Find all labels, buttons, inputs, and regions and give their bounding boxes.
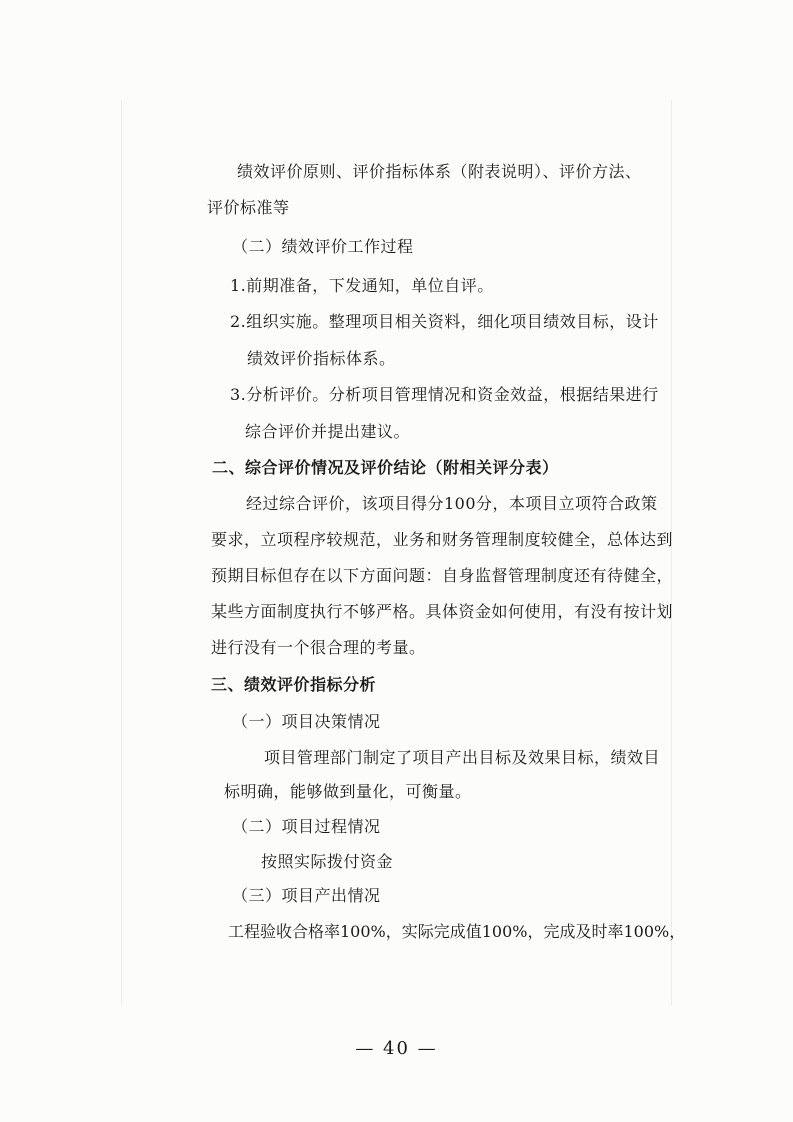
text-line: 标明确，能够做到量化，可衡量。: [224, 782, 472, 801]
text-line: 工程验收合格率100%，实际完成值100%，完成及时率100%，: [228, 922, 686, 941]
subsection-heading: （三）项目产出情况: [232, 886, 381, 905]
scan-edge-left: [121, 100, 122, 1005]
list-item: 1.前期准备，下发通知，单位自评。: [230, 276, 494, 295]
text-line: 绩效评价原则、评价指标体系（附表说明）、评价方法、: [237, 162, 642, 181]
text-line: 综合评价并提出建议。: [245, 422, 411, 441]
text-line: 要求，立项程序较规范，业务和财务管理制度较健全，总体达到: [211, 530, 674, 549]
text-line: 绩效评价指标体系。: [247, 349, 396, 368]
section-heading: 二、综合评价情况及评价结论（附相关评分表）: [212, 458, 559, 477]
list-item: 3.分析评价。分析项目管理情况和资金效益，根据结果进行: [230, 385, 659, 404]
text-line: 评价标准等: [207, 198, 290, 217]
text-line: 经过综合评价，该项目得分100分，本项目立项符合政策: [246, 494, 658, 513]
text-line: 按照实际拨付资金: [261, 852, 394, 871]
text-line: 项目管理部门制定了项目产出目标及效果目标，绩效目: [264, 748, 661, 767]
scan-edge-right: [671, 100, 672, 1005]
subsection-heading: （二）项目过程情况: [232, 817, 381, 836]
text-line: 进行没有一个很合理的考量。: [211, 638, 426, 657]
section-heading: （二）绩效评价工作过程: [232, 237, 414, 256]
subsection-heading: （一）项目决策情况: [232, 712, 381, 731]
page-number: — 40 —: [355, 1038, 438, 1059]
text-line: 预期目标但存在以下方面问题：自身监督管理制度还有待健全，: [211, 566, 674, 585]
list-item: 2.组织实施。整理项目相关资料，细化项目绩效目标，设计: [230, 312, 659, 331]
section-heading: 三、绩效评价指标分析: [211, 675, 377, 694]
text-line: 某些方面制度执行不够严格。具体资金如何使用，有没有按计划: [211, 602, 674, 621]
